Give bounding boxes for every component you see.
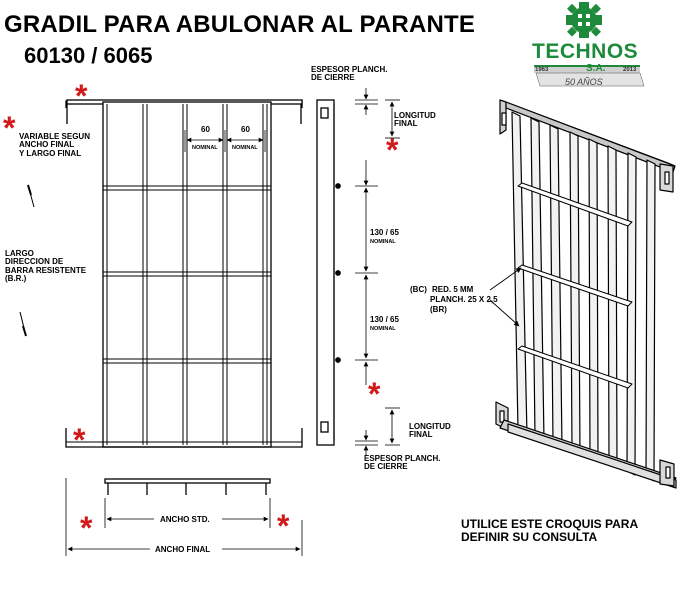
bar-spacing-unit-2: NOMINAL (232, 145, 258, 151)
asterisk-bottom-left: * (73, 422, 86, 458)
bottom-view-profile (105, 479, 270, 495)
brand-year-start: 1963 (535, 67, 549, 73)
variable-note: VARIABLE SEGUN ANCHO FINAL Y LARGO FINAL (19, 132, 90, 158)
asterisk-longitud-top: * (386, 132, 399, 168)
bar-spacing-value-2: 60 (241, 125, 250, 134)
longitud-bottom-label: LONGITUD FINAL (409, 422, 451, 440)
espesor-bottom-label: ESPESOR PLANCH. DE CIERRE (364, 454, 441, 472)
cross-spacing-unit-2: NOMINAL (370, 326, 396, 332)
asterisk-ancho-left: * (80, 510, 93, 546)
longitud-top-label: LONGITUD FINAL (394, 111, 436, 129)
technos-logo-mark (566, 2, 602, 38)
model-codes: 60130 / 6065 (24, 43, 153, 68)
bc-label: (BC) (410, 285, 427, 294)
bar-spacing-value-1: 60 (201, 125, 210, 134)
ancho-std-label: ANCHO STD. (160, 515, 210, 524)
front-view-grating (66, 100, 302, 447)
asterisk-top-left: * (75, 78, 88, 114)
isometric-grating (496, 100, 676, 488)
br-label: (BR) (430, 305, 447, 314)
consultation-note: UTILICE ESTE CROQUIS PARA DEFINIR SU CONSULTA (461, 517, 639, 544)
page-title: GRADIL PARA ABULONAR AL PARANTE (4, 11, 476, 38)
asterisk-variable: * (3, 110, 16, 146)
asterisk-ancho-right: * (277, 508, 290, 544)
espesor-top-label: ESPESOR PLANCH. DE CIERRE (311, 65, 388, 83)
cross-spacing-1: 130 / 65 (370, 228, 399, 237)
side-view-profile (317, 100, 340, 445)
largo-note: LARGO DIRECCION DE BARRA RESISTENTE (B.R.) (5, 249, 87, 284)
bc-value: RED. 5 MM (432, 285, 474, 294)
bar-spacing-unit-1: NOMINAL (192, 145, 218, 151)
brand-anniversary: 50 AÑOS (565, 77, 603, 87)
br-value: PLANCH. 25 X 2,5 (430, 295, 498, 304)
brand-name: TECHNOS (532, 40, 639, 63)
cross-spacing-2: 130 / 65 (370, 315, 399, 324)
asterisk-longitud-bottom: * (368, 376, 381, 412)
brand-year-end: 2013 (623, 67, 637, 73)
ancho-final-label: ANCHO FINAL (155, 545, 211, 554)
brand-suffix: S.A. (586, 63, 606, 74)
cross-spacing-unit-1: NOMINAL (370, 239, 396, 245)
